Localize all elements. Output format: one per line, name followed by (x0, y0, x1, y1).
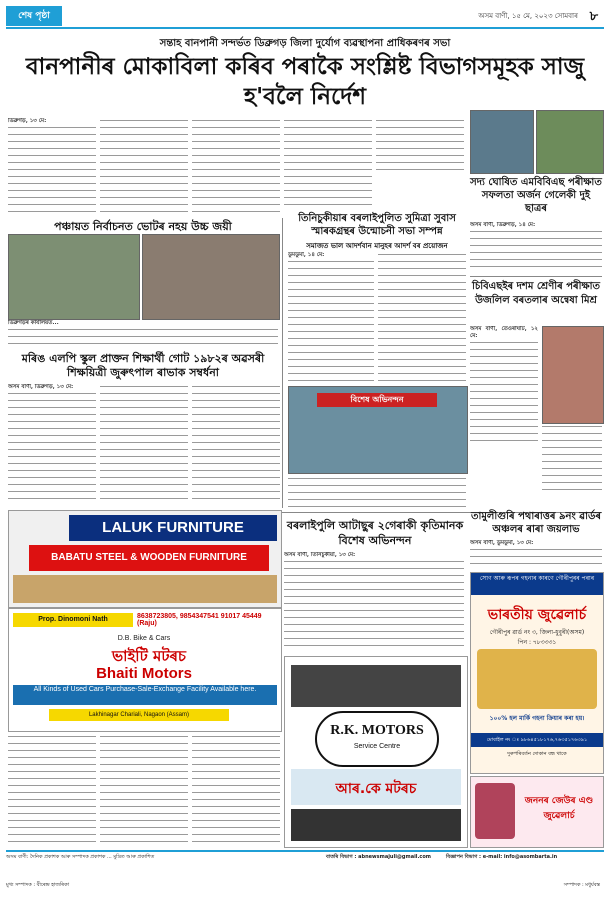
borlaipuli-body (284, 552, 464, 652)
topper-headline: চিবিএছইৰ দশম শ্ৰেণীৰ পৰীক্ষাত উজলিল বৰতলাৰ অন্বেষা মিশ্ৰ (472, 281, 600, 306)
model-photo (475, 783, 515, 839)
tinsukia-dateline: ডুমডুমা, ১৪ মে: (288, 252, 325, 258)
footer-line1: অসম বাণী: দৈনিক প্ৰকাশক আৰু সম্পাদক প্ৰকাশক ... মুদ্ৰিত আৰু প্ৰকাশিত (6, 854, 155, 860)
main-col-3 (192, 118, 280, 214)
tamuli-headline: তামুলীগুৰি পথাৰাত্তৰ ৯নং ৱাৰ্ডৰ অঞ্চলৰ ৰাৰা জয়লাভ (470, 511, 602, 535)
tinsukia-col-2 (378, 252, 466, 382)
bharati-pin: পিন : ৭৮৩৩৩১ (517, 639, 557, 646)
footer-line3: সম্পাদক : মধুৰ্যবন্ত (563, 882, 600, 888)
school-col-5 (100, 734, 188, 846)
tinsukia-col-1 (288, 252, 374, 382)
bharati-address: গৌৰীপুৰ ৱাৰ্ড নং ৩, জিলা-ধুবুৰী(অসম) (489, 629, 585, 636)
rk-name-as: আৰ.কে মটৰচ (335, 781, 417, 797)
laluk-title: LALUK FURNITURE (69, 515, 277, 541)
shop-name: জননৰ জেউৰ এণ্ড জুৱেলাৰ্চ (524, 796, 594, 821)
footer-email2: বিজ্ঞাপন বিভাগ : e-mail: info@asombarta.in (446, 854, 558, 860)
school-headline: মৰিঙ এলপি স্কুল প্ৰাক্তন শিক্ষাৰ্থী গোট ১৯৮২ৰ অৱসৰী শিক্ষয়িত্ৰী জুৰুৎপাল ৰাভাক সম্বৰ্ধনা (21, 352, 265, 379)
school-col-2 (100, 384, 188, 504)
tinsukia-body-2 (288, 476, 466, 508)
borlaipuli-dateline: অসম বাণী, তিনিচুকীয়া, ১৩ মে: (284, 552, 356, 558)
election-photo-1 (8, 234, 140, 320)
bharati-tag: দুৰুপৰিবৰ্তন দোকান বন্ধ থাকে (507, 751, 567, 757)
election-headline: পঞ্চায়ত নিৰ্বাচনত ভোটৰ নহয় উচ্চ জয়ী (54, 220, 232, 233)
student-photo-2 (536, 110, 604, 174)
election-photo-2 (142, 234, 280, 320)
bhaiti-phones: 8638723805, 9854347541 91017 45449 (Raju) (137, 613, 262, 627)
topper-photo (542, 326, 604, 424)
election-caption: ডিব্ৰুগড়ৰ কাৰ্যালয়ত... (8, 320, 59, 326)
divider (470, 276, 602, 277)
ad-rk-motors (284, 656, 468, 848)
mbbs-body (470, 222, 602, 272)
divider (282, 218, 283, 508)
page-footer (6, 850, 604, 896)
car-image (291, 665, 461, 707)
rk-name: R.K. MOTORS (330, 723, 424, 738)
bhaiti-tagline: All Kinds of Used Cars Purchase-Sale-Exchange Facility Available here. (13, 685, 277, 705)
school-col-3 (192, 384, 280, 504)
bharati-offer: ১০০% হল মাৰ্কি গহনা ক্ৰিয়াৰ কৰা হয়। (489, 715, 585, 722)
rk-banner (291, 769, 461, 805)
school-col-1 (8, 384, 96, 504)
felicitation-photo (288, 386, 468, 474)
tinsukia-kicker: সমাজত ভাল আদৰ্শবান মানুহৰ আদৰ্শ বৰ প্ৰয়োজন (306, 242, 448, 250)
school-dateline: অসম বাণী, ডিব্ৰুগড়, ১৩ মে: (8, 384, 74, 390)
mbbs-headline: সদ্য ঘোষিত এমবিবিএছ পৰীক্ষাত সফলতা অৰ্জন গেলেকী দুই ছাত্ৰৰ (470, 177, 602, 214)
topper-dateline: অসম বাণী, তেওঁৰাঘাট, ১২ মে: (470, 326, 538, 339)
main-col-4 (284, 118, 372, 208)
mbbs-dateline: অসম বাণী, ডিব্ৰুগড়, ১৪ মে: (470, 222, 536, 228)
bhaiti-name-en: Bhaiti Motors (96, 665, 192, 682)
main-headline: বানপানীৰ মোকাবিলা কৰিব পৰাকৈ সংশ্লিষ্ট বিভাগসমূহক সাজু হ'বলৈ নিৰ্দেশ (25, 54, 585, 110)
school-col-4 (8, 734, 96, 846)
election-body (8, 320, 278, 348)
borlaipuli-headline: বৰলাইপুলি আটাছুৰ ২গেৰাকী কৃতিমানক বিশেষ অভিনন্দন (286, 519, 464, 547)
rk-sub: Service Centre (353, 743, 401, 750)
bhaiti-subtitle: D.B. Bike & Cars (117, 635, 171, 642)
footer-line2: মুখ্য সম্পাদক : বীৰেন্দ্ৰ হাজৰিকা (6, 882, 70, 888)
tamuli-body (470, 540, 602, 570)
header-rule (6, 27, 604, 29)
date-line: অসম বাণী, ১৫ মে, ২০২৩ সোমবাৰ (478, 12, 578, 20)
car-image-2 (291, 809, 461, 841)
tamuli-dateline: অসম বাণী, ডুমডুমা, ১৩ মে: (470, 540, 534, 546)
ad-laluk-furniture (8, 510, 282, 608)
main-col-1 (8, 118, 96, 214)
school-col-6 (192, 734, 280, 846)
bhaiti-address: Lakhinagar Chariali, Nagaon (Assam) (49, 709, 229, 721)
tinsukia-headline: তিনিচুকীয়াৰ বৰলাইপুলিত সুমিত্ৰা সুবাস স্মাৰকগ্ৰন্থৰ উন্মোচনী সভা সম্পন্ন (298, 213, 456, 237)
main-kicker: সন্তাহ বানপানী সন্দর্ভত ডিব্রুগড় জিলা দুর্যোগ ব্যৱস্থাপনা প্ৰাধিকৰণৰ সভা (159, 38, 451, 49)
ad-bharati-jewellers (470, 572, 604, 774)
furniture-image (13, 575, 277, 603)
topper-body-2 (542, 424, 602, 496)
footer-email1: বাতৰি বিভাগ : abnewsmajuli@gmail.com (326, 854, 432, 860)
main-col-5 (376, 118, 464, 176)
main-dateline: ডিব্ৰুগড়, ১৩ মে: (8, 118, 47, 124)
bharati-name: ভাৰতীয় জুৱেলাৰ্চ (487, 607, 587, 623)
page-header (6, 6, 604, 28)
bharati-top: সোণ আৰু ৰূপৰ গহনাৰ কাৰণে গৌৰীপুৰৰ পৰাৰ (471, 573, 603, 595)
bharati-phone: মোবাইল নং ঃ ৯৮৬৪৫১৮১৭৬,৭৬৩৫১৭৬৩৯১ (471, 733, 603, 747)
page-number: ৮ (589, 9, 598, 24)
main-col-2 (100, 118, 188, 214)
ad-jewellery-shop (470, 776, 604, 848)
felicitation-banner: বিশেষ অভিনন্দন (317, 393, 437, 407)
jewellery-image (477, 649, 597, 709)
bhaiti-prop: Prop. Dinomoni Nath (13, 613, 133, 627)
rk-logo (315, 711, 439, 767)
ad-bhaiti-motors (8, 608, 282, 732)
section-tag: শেষ পৃষ্ঠা (6, 6, 62, 26)
bhaiti-name-as: ভাইটি মটৰচ (111, 647, 187, 665)
topper-body (470, 326, 538, 442)
laluk-sub: BABATU STEEL & WOODEN FURNITURE (29, 545, 269, 571)
student-photo-1 (470, 110, 534, 174)
